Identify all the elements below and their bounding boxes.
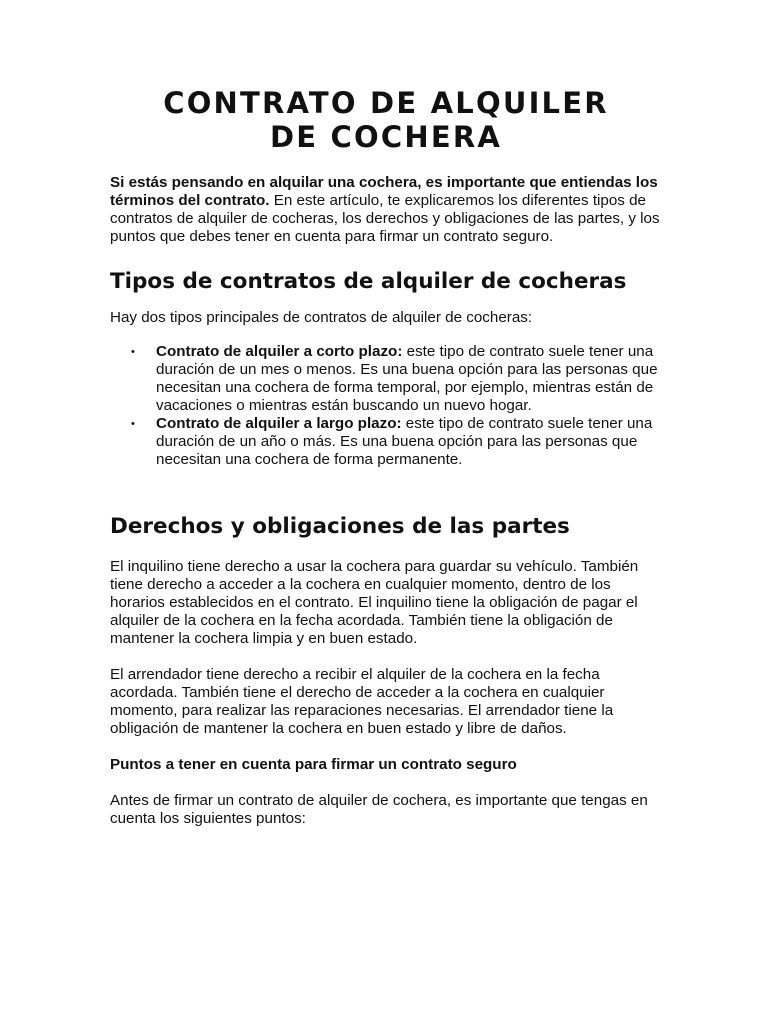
rights-paragraph-tenant: El inquilino tiene derecho a usar la cochera para guardar su vehículo. También tiene derecho a acceder a la cochera en cualquier momento, dentro de los horarios establecidos en el contrato. El inquilino tiene la obligación de pagar el alquiler de la cochera en la fecha acordada. También tiene la obligación de mantener la cochera limpia y en buen estado. (110, 558, 639, 647)
list-item (131, 415, 662, 469)
points-intro-paragraph: Antes de firmar un contrato de alquiler de cochera, es importante que tengas en cuenta los siguientes puntos: (110, 792, 648, 827)
section-heading-rights: Derechos y obligaciones de las partes (110, 514, 570, 539)
rights-paragraph-landlord: El arrendador tiene derecho a recibir el alquiler de la cochera en la fecha acordada. También tiene el derecho de acceder a la cochera en cualquier momento, para realizar las reparaciones necesarias. El arrendador tiene la obligación de mantener la cochera en buen estado y libre de daños. (110, 666, 614, 737)
types-intro-paragraph: Hay dos tipos principales de contratos de alquiler de cocheras: (110, 309, 533, 326)
intro-paragraph (110, 174, 662, 246)
list-item-text: este tipo de contrato suele tener una duración de un año o más. Es una buena opción para las personas que necesitan una cochera de forma permanente. (156, 415, 653, 468)
points-heading: Puntos a tener en cuenta para firmar un contrato seguro (110, 756, 517, 773)
document-title (110, 86, 662, 154)
section-heading-types: Tipos de contratos de alquiler de cocheras (110, 269, 627, 294)
intro-bold-text: Si estás pensando en alquilar una cochera, es importante que entiendas los términos del contrato. (110, 174, 658, 209)
types-list (110, 343, 662, 469)
list-item (131, 343, 662, 415)
list-item-bold: Contrato de alquiler a largo plazo: (156, 415, 402, 432)
title-line-2: DE COCHERA (269, 120, 503, 154)
document-page (110, 86, 662, 828)
bullet-icon: • (131, 418, 135, 430)
intro-text: En este artículo, te explicaremos los diferentes tipos de contratos de alquiler de cocheras, los derechos y obligaciones de las partes, y los puntos que debes tener en cuenta para firmar un contrato seguro. (110, 192, 660, 245)
list-item-text: este tipo de contrato suele tener una duración de un mes o menos. Es una buena opción para las personas que necesitan una cochera de forma temporal, por ejemplo, mientras están de vacaciones o mientras están buscando un nuevo hogar. (156, 343, 658, 414)
bullet-icon: • (131, 346, 135, 358)
list-item-bold: Contrato de alquiler a corto plazo: (156, 343, 403, 360)
title-line-1: CONTRATO DE ALQUILER (163, 86, 609, 120)
